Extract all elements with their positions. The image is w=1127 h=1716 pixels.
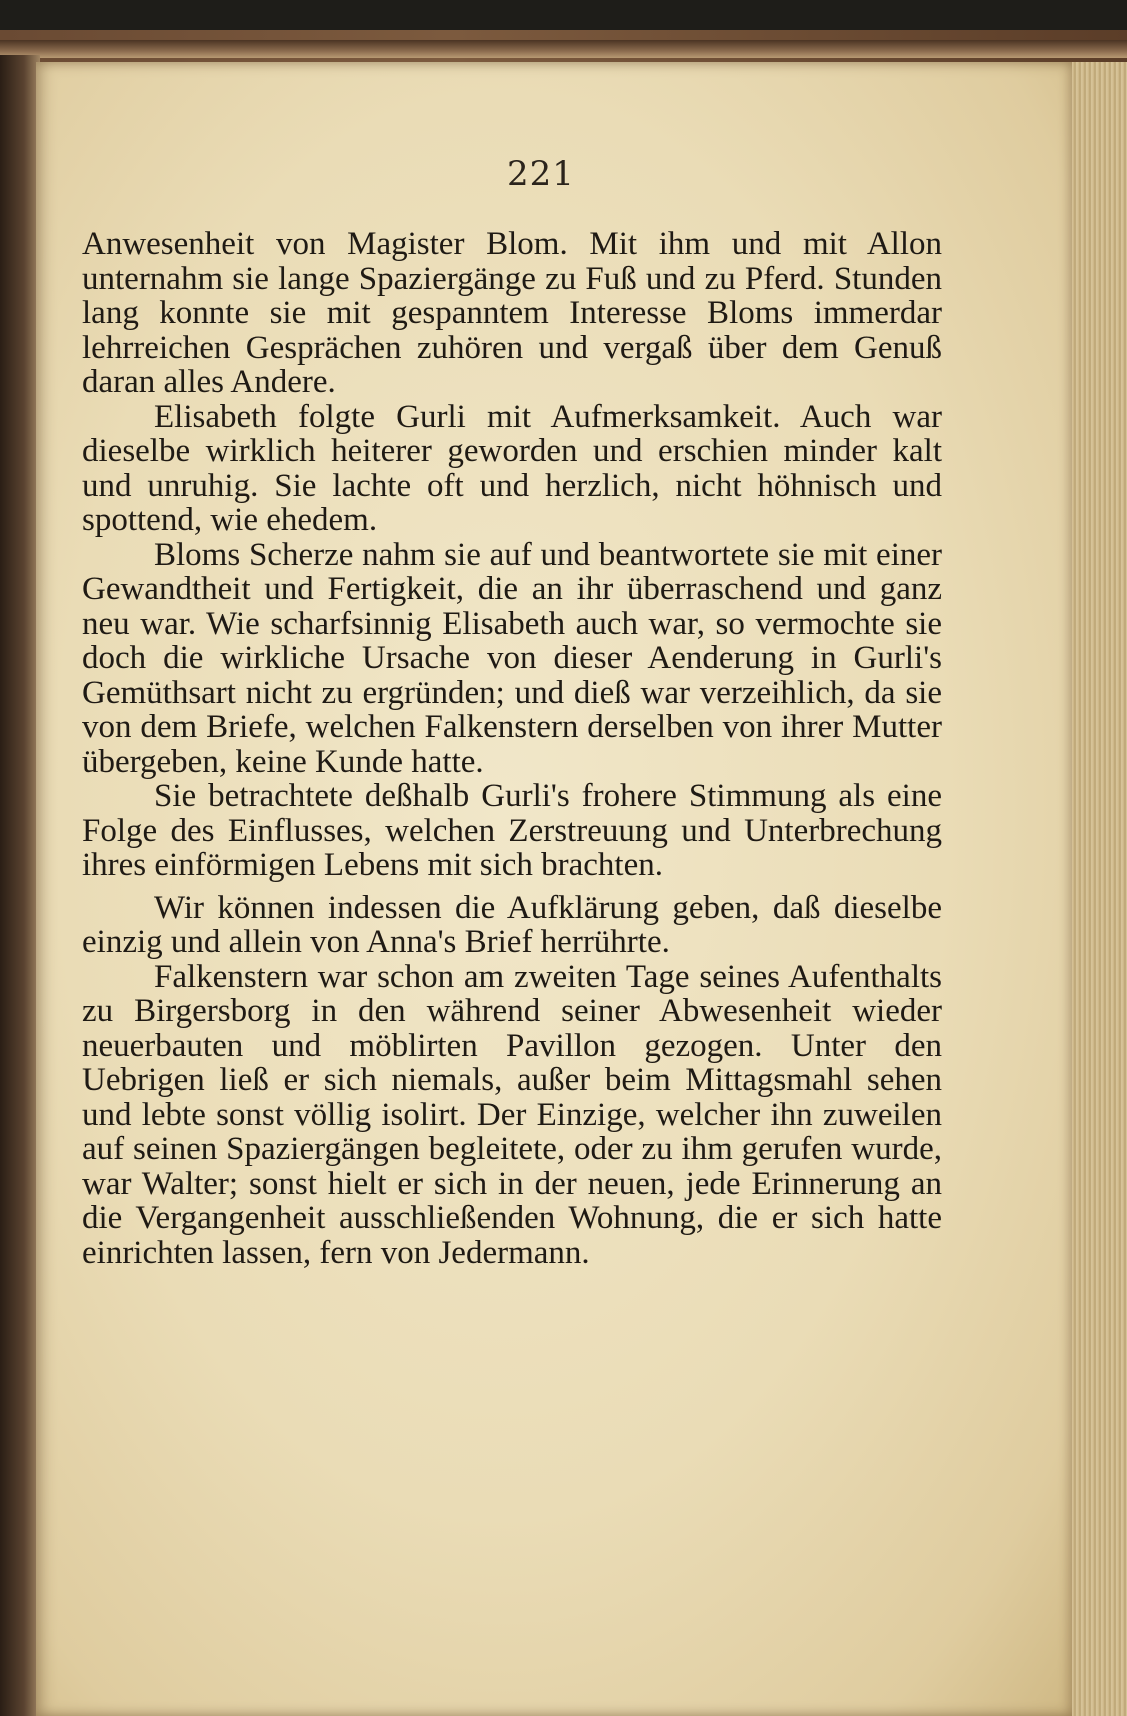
page-number: 221	[507, 154, 575, 194]
page-edges	[1067, 62, 1127, 1716]
paragraph: Bloms Scherze nahm sie auf und beantwortete sie mit einer Gewandtheit und Fertigkeit, die an ihr überraschend und ganz neu war. Wie scharfsinnig Elisabeth auch war, so vermochte sie doch die wirkliche Ursache von dieser Aenderung in Gurli's Gemüthsart nicht zu ergründen; und dieß war verzeihlich, da sie von dem Briefe, welchen Falkenstern derselben von ihrer Mutter übergeben, keine Kunde hatte.	[82, 536, 942, 780]
book-page	[36, 62, 1072, 1716]
cover-top-edge	[0, 40, 1127, 58]
paragraph: Wir können indessen die Aufklärung geben, daß dieselbe einzig und allein von Anna's Brief herrührte.	[82, 889, 942, 960]
book-spine	[0, 55, 40, 1716]
paragraph: Elisabeth folgte Gurli mit Aufmerksamkeit. Auch war dieselbe wirklich heiterer geworden und erschien minder kalt und unruhig. Sie lachte oft und herzlich, nicht höhnisch und spottend, wie ehedem.	[82, 398, 942, 538]
paragraph: Falkenstern war schon am zweiten Tage seines Aufenthalts zu Birgersborg in den während seiner Abwesenheit wieder neuerbauten und möblirten Pavillon gezogen. Unter den Uebrigen ließ er sich niemals, außer beim Mittagsmahl sehen und lebte sonst völlig isolirt. Der Einzige, welcher ihn zuweilen auf seinen Spaziergängen begleitete, oder zu ihm gerufen wurde, war Walter; sonst hielt er sich in der neuen, jede Erinnerung an die Vergangenheit ausschließenden Wohnung, die er sich hatte einrichten lassen, fern von Jedermann.	[82, 958, 942, 1271]
paragraph: Anwesenheit von Magister Blom. Mit ihm und mit Allon unternahm sie lange Spaziergänge zu Fuß und zu Pferd. Stunden lang konnte sie mit gespanntem Interesse Bloms immerdar lehrreichen Gesprächen zuhören und vergaß über dem Genuß daran alles Andere.	[82, 226, 942, 400]
paragraph: Sie betrachtete deßhalb Gurli's frohere Stimmung als eine Folge des Einflusses, welchen Zerstreuung und Unterbrechung ihres einförmigen Lebens mit sich brachten.	[82, 778, 942, 883]
body-text	[82, 227, 942, 1270]
